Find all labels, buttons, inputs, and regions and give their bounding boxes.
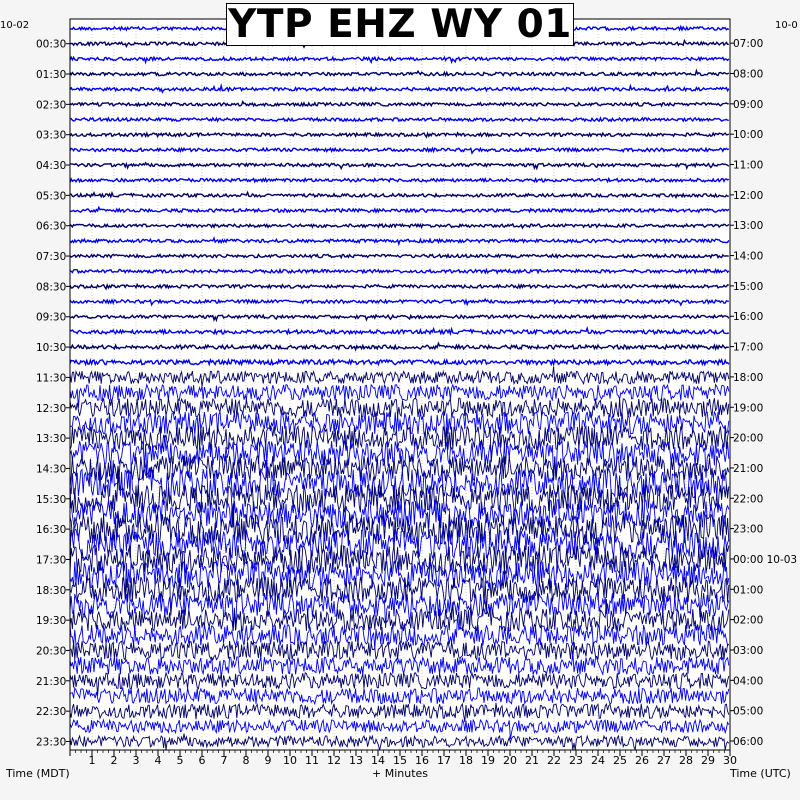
- left-time-label: 01:30: [36, 69, 67, 82]
- right-time-label: 02:00: [733, 614, 764, 627]
- x-tick-label: 14: [371, 754, 385, 767]
- right-time-label: 00:00 10-03: [733, 553, 798, 566]
- left-time-label: 00:30: [36, 38, 67, 51]
- x-tick-label: 25: [613, 754, 627, 767]
- x-tick-label: 28: [679, 754, 693, 767]
- left-axis-label: Time (MDT): [6, 767, 70, 780]
- x-tick-label: 9: [264, 754, 272, 767]
- left-time-label: 15:30: [36, 493, 67, 506]
- x-tick-label: 18: [459, 754, 473, 767]
- right-time-label: 05:00: [733, 705, 764, 718]
- x-tick-label: 2: [110, 754, 118, 767]
- left-time-label: 19:30: [36, 615, 67, 628]
- right-time-label: 01:00: [733, 584, 764, 597]
- left-time-label: 12:30: [36, 402, 67, 415]
- x-tick-label: 5: [176, 754, 184, 767]
- x-tick-label: 13: [349, 754, 363, 767]
- left-time-label: 03:30: [36, 129, 67, 142]
- left-time-label: 08:30: [36, 281, 67, 294]
- left-time-label: 20:30: [36, 645, 67, 658]
- left-time-label: 06:30: [36, 220, 67, 233]
- x-tick-label: 17: [437, 754, 451, 767]
- x-tick-label: 16: [415, 754, 429, 767]
- x-tick-group: [70, 750, 737, 767]
- left-time-label: 23:30: [36, 736, 67, 749]
- x-tick-label: 23: [569, 754, 583, 767]
- x-tick-label: 30: [723, 754, 737, 767]
- right-time-label: 11:00: [733, 159, 764, 172]
- right-time-label: 10:00: [733, 129, 764, 142]
- x-tick-label: 1: [88, 754, 96, 767]
- left-time-label: 11:30: [36, 372, 67, 385]
- left-time-label: 07:30: [36, 251, 67, 264]
- x-tick-label: 22: [547, 754, 561, 767]
- right-time-label: 04:00: [733, 675, 764, 688]
- x-tick-label: 8: [242, 754, 250, 767]
- left-time-label: 13:30: [36, 433, 67, 446]
- x-tick-label: 4: [154, 754, 162, 767]
- x-tick-label: 21: [525, 754, 539, 767]
- right-time-label: 23:00: [733, 523, 764, 536]
- left-time-label: 14:30: [36, 463, 67, 476]
- right-time-label: 15:00: [733, 280, 764, 293]
- left-time-label: 21:30: [36, 675, 67, 688]
- right-time-label: 18:00: [733, 371, 764, 384]
- right-time-label: 16:00: [733, 311, 764, 324]
- x-tick-label: 12: [327, 754, 341, 767]
- x-tick-label: 6: [198, 754, 206, 767]
- x-tick-label: 3: [132, 754, 140, 767]
- left-time-label: 22:30: [36, 706, 67, 719]
- x-tick-label: 24: [591, 754, 605, 767]
- x-tick-label: 29: [701, 754, 715, 767]
- right-time-label: 21:00: [733, 462, 764, 475]
- left-time-label: 16:30: [36, 524, 67, 537]
- right-time-label: 08:00: [733, 68, 764, 81]
- left-time-label: 10:30: [36, 342, 67, 355]
- right-time-label: 07:00: [733, 38, 764, 51]
- left-time-label: 02:30: [36, 99, 67, 112]
- right-time-label: 17:00: [733, 341, 764, 354]
- x-tick-label: 10: [283, 754, 297, 767]
- x-tick-label: 19: [481, 754, 495, 767]
- right-time-label: 22:00: [733, 493, 764, 506]
- x-tick-label: 15: [393, 754, 407, 767]
- left-time-label: 05:30: [36, 190, 67, 203]
- right-time-label: 09:00: [733, 98, 764, 111]
- left-time-label: 04:30: [36, 160, 67, 173]
- x-tick-label: 27: [657, 754, 671, 767]
- right-time-label: 12:00: [733, 189, 764, 202]
- right-time-label: 03:00: [733, 644, 764, 657]
- x-tick-label: 7: [220, 754, 228, 767]
- right-time-label: 14:00: [733, 250, 764, 263]
- right-time-label: 20:00: [733, 432, 764, 445]
- x-axis-label: + Minutes: [372, 767, 429, 780]
- x-tick-label: 26: [635, 754, 649, 767]
- right-time-label: 13:00: [733, 220, 764, 233]
- right-time-label: 06:00: [733, 735, 764, 748]
- x-tick-label: 20: [503, 754, 517, 767]
- chart-title: YTP EHZ WY 01: [226, 3, 574, 46]
- left-time-label: 17:30: [36, 554, 67, 567]
- start-date-left: 10-02: [0, 20, 30, 31]
- right-axis-label: Time (UTC): [730, 767, 791, 780]
- left-time-label: 18:30: [36, 584, 67, 597]
- right-time-label: 19:00: [733, 402, 764, 415]
- start-date-right: 10-0: [775, 20, 798, 31]
- x-tick-label: 11: [305, 754, 319, 767]
- left-time-label: 09:30: [36, 311, 67, 324]
